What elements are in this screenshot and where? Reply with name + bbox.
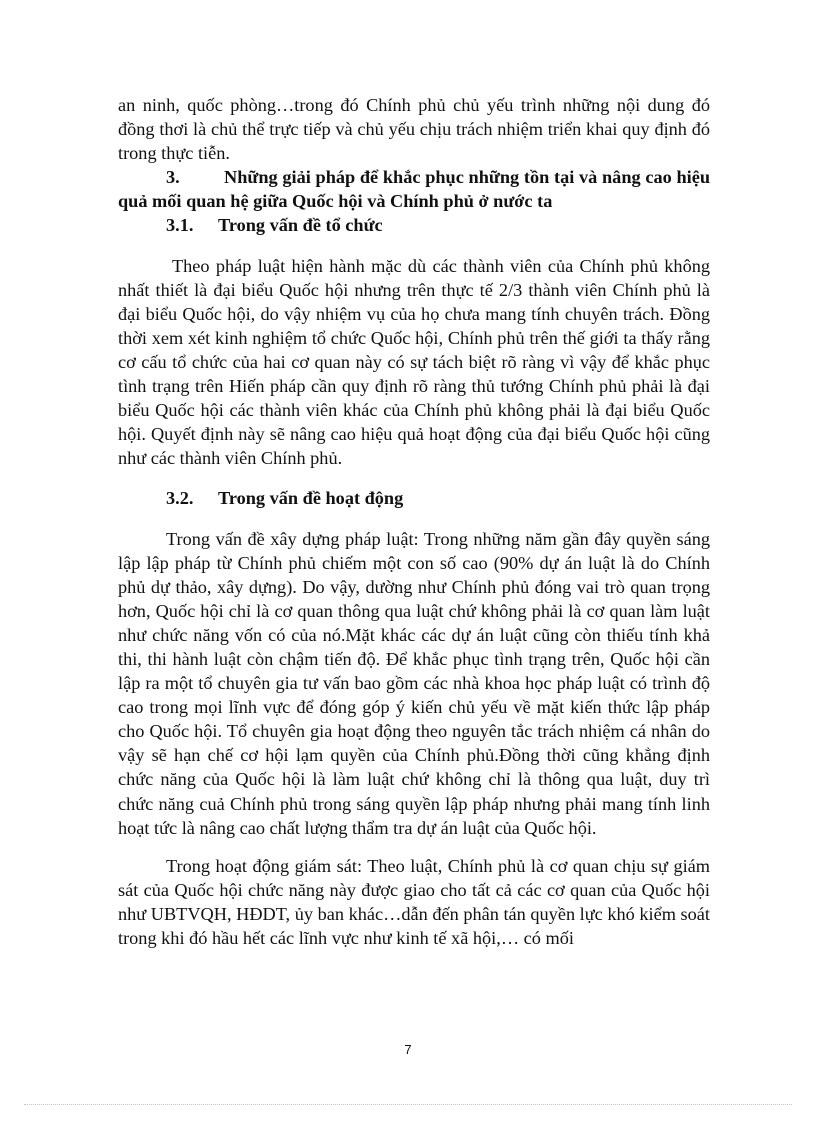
subsection-3-1-title: Trong vấn đề tổ chức xyxy=(218,215,383,236)
section-3-title: Những giải pháp để khắc phục những tồn tại và nâng cao hiệu quả mối quan hệ giữa Quốc hội và Chính phủ ở nước ta xyxy=(118,167,710,212)
spacer xyxy=(118,840,710,854)
paragraph-3-2-legislation: Trong vấn đề xây dựng pháp luật: Trong những năm gần đây quyền sáng lập lập pháp từ Chính phủ chiếm một con số cao (90% dự án luật là do Chính phủ dự thảo, xây dựng). Do vậy, dường như Chính phủ đóng vai trò quan trọng hơn, Quốc hội chỉ là cơ quan thông qua luật chứ không phải là cơ quan làm luật như chức năng vốn có của nó.Mặt khác các dự án luật cũng còn thiếu tính khả thi, thi hành luật còn chậm tiến độ. Để khắc phục tình trạng trên, Quốc hội cần lập ra một tổ chuyên gia tư vấn bao gồm các nhà khoa học pháp luật có trình độ cao trong mọi lĩnh vực để đóng góp ý kiến chủ yếu về mặt kiến thức lập pháp cho Quốc hội. Tổ chuyên gia hoạt động theo nguyên tắc trách nhiệm cá nhân do vậy sẽ hạn chế cơ hội lạm quyền của Chính phủ.Đồng thời cũng khẳng định chức năng của Quốc hội là làm luật chứ không chỉ là thông qua luật, duy trì chức năng cuả Chính phủ trong sáng quyền lập pháp nhưng phải mang tính linh hoạt tức là nâng cao chất lượng thẩm tra dự án luật của Quốc hội. xyxy=(118,528,710,838)
paragraph-intro: an ninh, quốc phòng…trong đó Chính phủ chủ yếu trình những nội dung đó đồng thơi là chủ thể trực tiếp và chủ yếu chịu trách nhiệm triển khai quy định đó trong thực tiễn. xyxy=(118,95,710,164)
subsection-3-2-title: Trong vấn đề hoạt động xyxy=(218,488,404,509)
subsection-3-2-heading xyxy=(118,486,710,510)
subsection-3-1-number: 3.1. xyxy=(166,215,194,236)
section-3-heading xyxy=(118,165,710,213)
spacer xyxy=(118,238,710,254)
paragraph-3-1: Theo pháp luật hiện hành mặc dù các thành viên của Chính phủ không nhất thiết là đại biểu Quốc hội nhưng trên thực tế 2/3 thành viên Chính phủ là đại biểu Quốc hội, do vậy nhiệm vụ của họ chưa mang tính chuyên trách. Đồng thời xem xét kinh nghiệm tổ chức Quốc hội, Chính phủ trên thế giới ta thấy rằng cơ cấu tổ chức của hai cơ quan này có sự tách biệt rõ ràng vì vậy để khắc phục tình trạng trên Hiến pháp cần quy định rõ ràng thủ tướng Chính phủ phải là đại biểu Quốc hội các thành viên khác của Chính phủ không phải là đại biểu Quốc hội. Quyết định này sẽ nâng cao hiệu quả hoạt động của đại biểu Quốc hội cũng như các thành viên Chính phủ. xyxy=(118,255,710,469)
page-number: 7 xyxy=(404,1042,412,1057)
subsection-3-1-heading xyxy=(118,213,710,237)
spacer xyxy=(118,470,710,486)
section-3-number: 3. xyxy=(166,167,180,188)
footer-dotted-line xyxy=(24,1104,792,1105)
spacer xyxy=(118,511,710,527)
document-page xyxy=(118,93,710,950)
paragraph-3-2-supervision: Trong hoạt động giám sát: Theo luật, Chính phủ là cơ quan chịu sự giám sát của Quốc hội chức năng này được giao cho tất cả các cơ quan của Quốc hội như UBTVQH, HĐDT, ủy ban khác…dẫn đến phân tán quyền lực khó kiểm soát trong khi đó hầu hết các lĩnh vực như kinh tế xã hội,… có mối xyxy=(118,855,710,948)
subsection-3-2-number: 3.2. xyxy=(166,488,194,509)
